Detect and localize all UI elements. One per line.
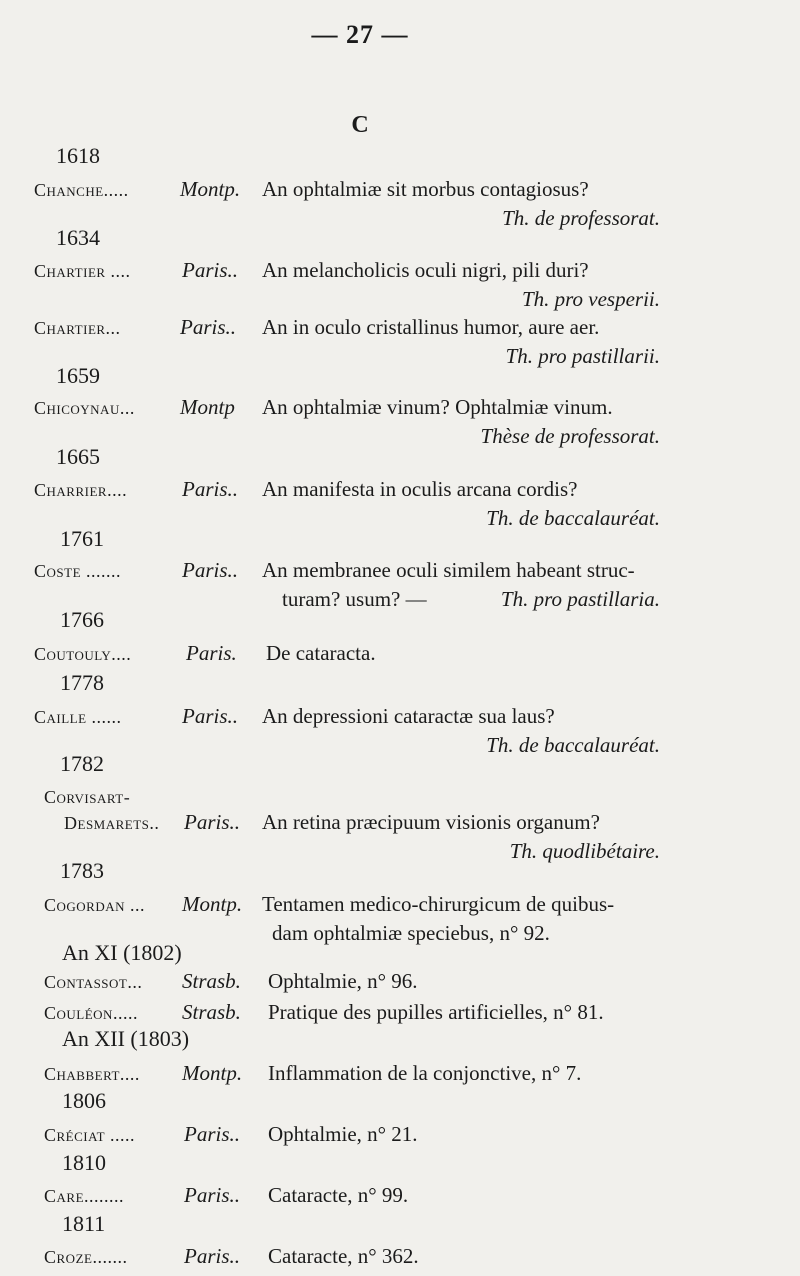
entry-city: Paris.. [184,1122,241,1146]
entry-title: An ophtalmiæ sit morbus contagiosus? [262,177,589,201]
year-heading: 1618 [56,143,100,168]
entry-author: Chanche..... [34,180,129,200]
year-heading: 1811 [62,1211,106,1236]
entry-author: Care........ [44,1186,125,1206]
year-heading: An XII (1803) [62,1026,190,1051]
entry-title: Inflammation de la conjonctive, n° 7. [268,1061,582,1085]
year-heading: 1778 [60,670,104,695]
entry-title: Ophtalmie, n° 21. [268,1122,418,1146]
entry-author: Coste ....... [34,561,122,581]
year-heading: 1634 [56,225,100,250]
entry-title: An ophtalmiæ vinum? Ophtalmiæ vinum. [262,395,613,419]
section-letter: C [351,112,369,138]
entry-city: Paris.. [180,315,237,339]
entry-author: Caille ...... [34,707,122,727]
entry-city: Paris.. [184,810,241,834]
entry-city: Paris.. [182,558,239,582]
entry-author: Charrier.... [34,480,128,500]
page-number: — 27 — [311,20,409,49]
entry-author: Cogordan ... [44,895,146,915]
year-heading: 1783 [60,858,104,883]
year-heading: 1761 [60,526,104,551]
entry-author: Corvisart- [44,787,131,807]
year-heading: 1766 [60,607,104,632]
entry-author: Chicoynau... [34,398,135,418]
entry-author: Couléon..... [44,1003,138,1023]
entry-title: An melancholicis oculi nigri, pili duri? [262,258,589,282]
entry-title: Tentamen medico-chirurgicum de quibus- [262,892,615,916]
entry-author: Chartier .... [34,261,131,281]
entry-title-continuation: dam ophtalmiæ speciebus, n° 92. [272,921,550,945]
entry-city: Montp. [180,177,241,201]
entry-city: Strasb. [182,969,241,993]
year-heading: 1806 [62,1088,106,1113]
entry-author: Créciat ..... [44,1125,136,1145]
entry-title: An in oculo cristallinus humor, aure aer. [262,315,600,339]
entry-title: Ophtalmie, n° 96. [268,969,418,993]
entry-thesis: Th. pro vesperii. [521,287,660,311]
entry-title: De cataracta. [266,641,376,665]
entry-author: Croze....... [44,1247,128,1267]
entry-thesis: Th. de professorat. [502,206,660,230]
entry-city: Montp. [182,892,243,916]
entry-title: Cataracte, n° 99. [268,1183,409,1207]
entry-city: Paris.. [184,1183,241,1207]
entry-city: Paris.. [184,1244,241,1268]
entry-author: Coutouly.... [34,644,132,664]
entry-city: Paris. [186,641,237,665]
entry-title-continuation: turam? usum? — [282,587,427,611]
year-heading: 1659 [56,363,100,388]
entry-thesis: Th. quodlibétaire. [509,839,660,863]
entry-thesis: Th. de baccalauréat. [486,733,660,757]
entry-author: Chartier... [34,318,121,338]
entry-city: Montp. [182,1061,243,1085]
entry-city: Montp [180,395,235,419]
year-heading: 1782 [60,751,104,776]
entry-author: Contassot... [44,972,143,992]
entry-city: Paris.. [182,477,239,501]
entry-thesis: Th. pro pastillarii. [505,344,660,368]
entry-city: Strasb. [182,1000,241,1024]
entry-title: Cataracte, n° 362. [268,1244,419,1268]
year-heading: 1665 [56,444,100,469]
entry-title: An manifesta in oculis arcana cordis? [262,477,578,501]
entry-title: An retina præcipuum visionis organum? [262,810,600,834]
entry-title: An depressioni cataractæ sua laus? [262,704,555,728]
entry-thesis: Th. pro pastillaria. [500,587,660,611]
entry-city: Paris.. [182,258,239,282]
entry-thesis: Thèse de professorat. [480,424,660,448]
entry-title: An membranee oculi similem habeant struc- [262,558,635,582]
entry-title: Pratique des pupilles artificielles, n° 81. [268,1000,604,1024]
year-heading: 1810 [62,1150,106,1175]
entry-author: Desmarets.. [64,813,160,833]
entry-author: Chabbert.... [44,1064,140,1084]
year-heading: An XI (1802) [62,940,182,965]
entry-city: Paris.. [182,704,239,728]
entry-thesis: Th. de baccalauréat. [486,506,660,530]
